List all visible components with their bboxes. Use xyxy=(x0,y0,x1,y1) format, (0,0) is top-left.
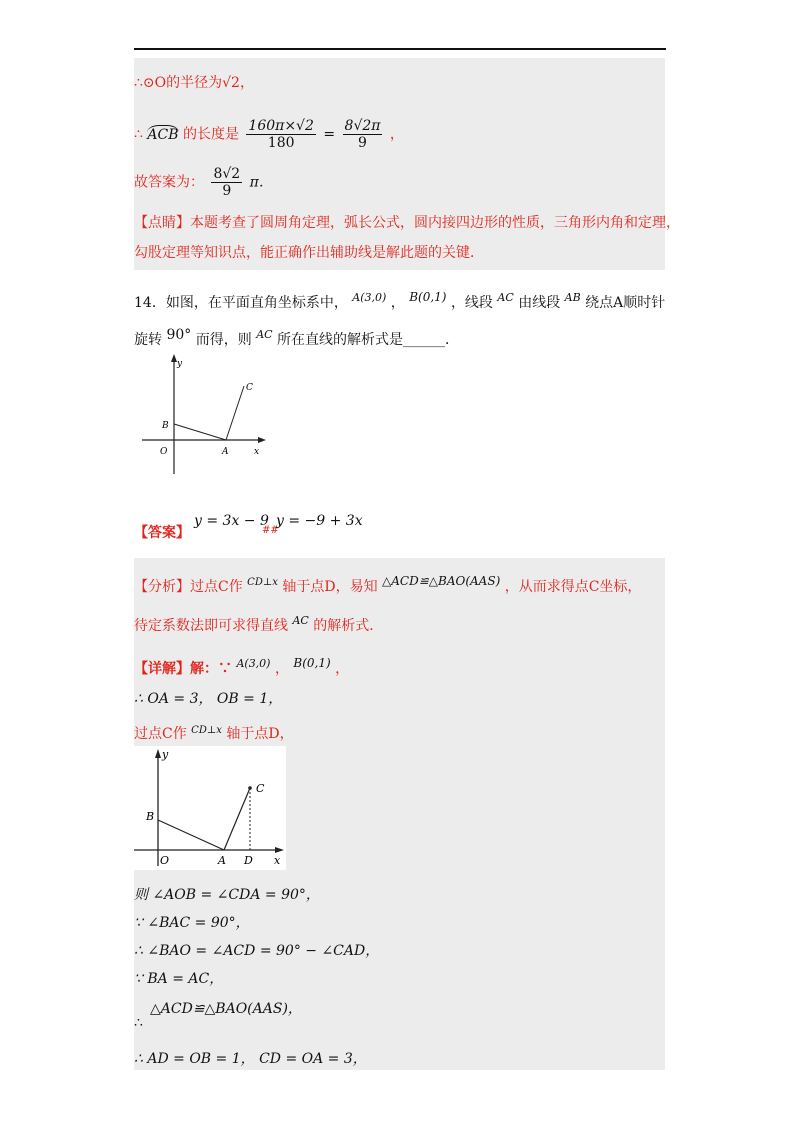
arc-label: ACB xyxy=(147,126,179,143)
fig1-c-label: C xyxy=(246,383,253,393)
fig2-c-label: C xyxy=(256,782,265,795)
proof-line-6: ∴ AD = OB = 1， CD = OA = 3， xyxy=(134,1051,367,1067)
arc-length-line: ∴ ACB 的长度是 $\frac{160\pi\times√2}{180}$ = $\frac{8√2\pi}{9}$ ， xyxy=(134,118,404,151)
note-line-2: 勾股定理等知识点，能正确作出辅助线是解此题的关键． xyxy=(134,245,484,261)
fig1-o-label: O xyxy=(160,447,168,457)
proof-line-2: ∵ ∠BAC = 90°， xyxy=(134,915,250,931)
fig1-b-label: B xyxy=(162,421,169,431)
analysis-line-2: 待定系数法即可求得直线 $^{AC}$ 的解析式． xyxy=(134,614,384,634)
question-line-2: 旋转 90° 而得，则 $^{AC}$ 所在直线的解析式是______． xyxy=(134,327,460,348)
figure-question xyxy=(138,350,273,480)
radius-line: ∴⊙O的半径为√2， xyxy=(134,75,254,91)
fig2-d-label: D xyxy=(244,854,253,867)
analysis-line-1: 【分析】过点C作 $^{CD\perp x}$ 轴于点D，易知 △ACD≌△BAO(AAS) ，从而求得点C坐标， xyxy=(134,574,642,595)
fig2-y-label: y xyxy=(162,748,169,761)
header-rule xyxy=(134,48,666,50)
step-oa-ob: ∴ OA = 3， OB = 1， xyxy=(134,691,283,707)
question-line-1: 14．如图，在平面直角坐标系中， $^{A(3,0)}$ ， B(0,1) ，线段 $^{AC}$ 由线段 $^{AB}$ 绕点A顺时针 xyxy=(134,290,666,311)
fig2-b-label: B xyxy=(146,810,155,823)
detail-line: 【详解】解：∵ $^{A(3,0)}$ ， B(0,1) ， xyxy=(134,656,350,677)
fig1-a-label: A xyxy=(222,447,229,457)
fig2-x-label: x xyxy=(274,854,281,867)
proof-line-3: ∴ ∠BAO = ∠ACD = 90° − ∠CAD， xyxy=(134,943,380,959)
fig1-x-label: x xyxy=(254,447,260,457)
figure-solution xyxy=(134,746,286,870)
step-draw-cd: 过点C作 $^{CD\perp x}$ 轴于点D， xyxy=(134,725,294,742)
proof-line-4: ∵ BA = AC， xyxy=(134,971,224,987)
answer-line: 故答案为： $\frac{8√2}{9}$ π． xyxy=(134,166,273,199)
note-line-1: 【点睛】本题考查了圆周角定理，弧长公式，圆内接四边形的性质，三角形内角和定理， xyxy=(134,215,680,231)
fig2-o-label: O xyxy=(160,854,170,867)
fig1-y-label: y xyxy=(177,359,183,369)
fig2-a-label: A xyxy=(218,854,226,867)
proof-line-1: 则 ∠AOB = ∠CDA = 90°， xyxy=(134,887,320,903)
